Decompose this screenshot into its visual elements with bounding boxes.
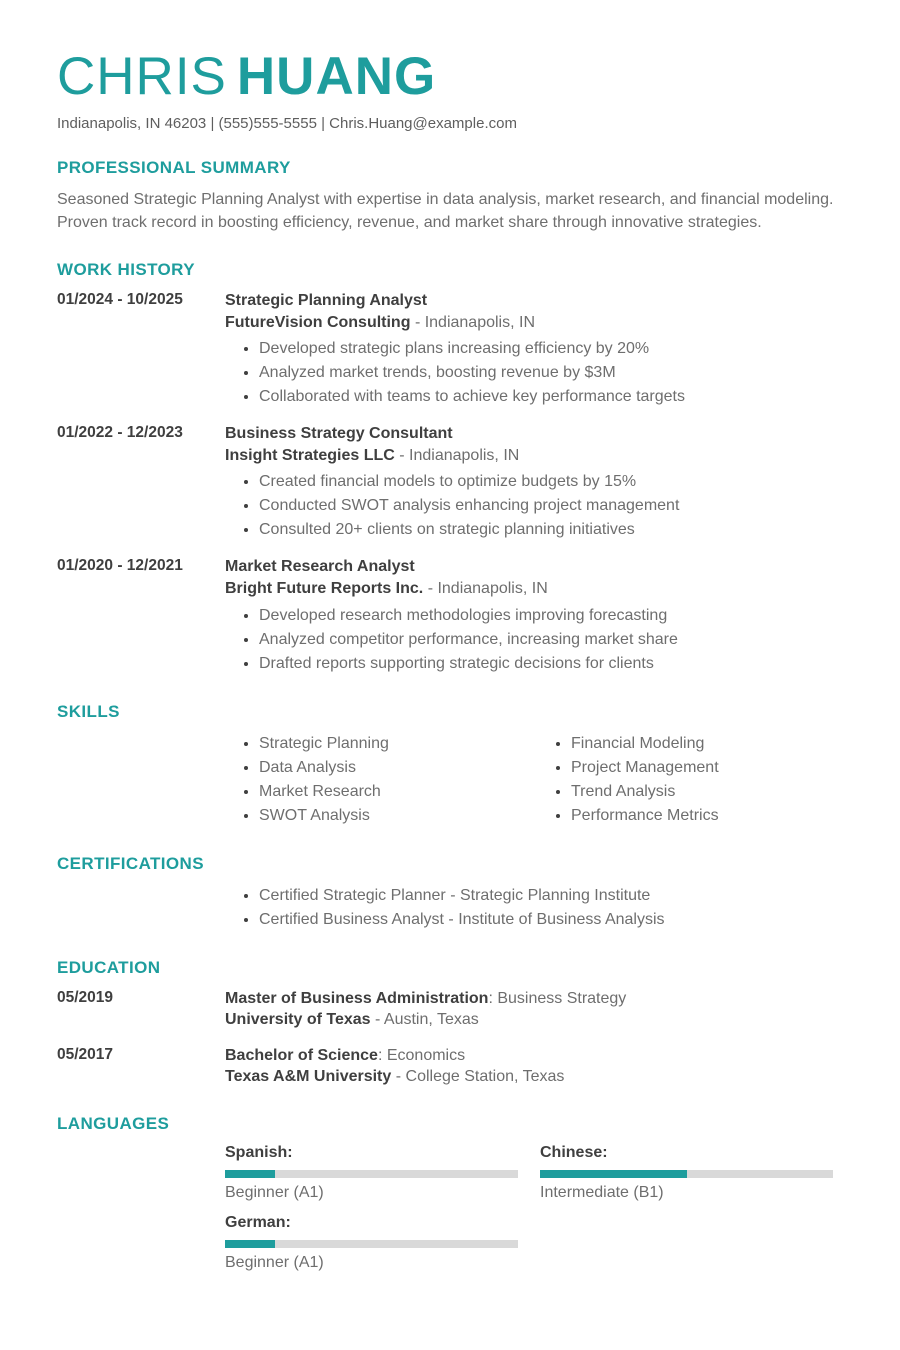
skill-item: • Market Research bbox=[259, 780, 537, 804]
education-field: : Business Strategy bbox=[488, 989, 627, 1007]
education-degree-line bbox=[225, 1045, 843, 1067]
section-title-education: EDUCATION bbox=[57, 957, 161, 977]
section-languages bbox=[57, 1114, 843, 1284]
work-entry bbox=[57, 556, 843, 675]
section-work-history bbox=[57, 260, 843, 676]
section-title-work: WORK HISTORY bbox=[57, 260, 195, 280]
education-date: 05/2017 bbox=[57, 1045, 114, 1063]
bullet-item: • Analyzed competitor performance, increasing market share bbox=[259, 628, 843, 652]
education-degree: Master of Business Administration bbox=[225, 989, 489, 1007]
certifications-list bbox=[225, 884, 843, 932]
skills-column-right bbox=[537, 732, 843, 828]
language-name: German: bbox=[225, 1214, 291, 1231]
skills-column-left bbox=[225, 732, 537, 828]
job-company-line bbox=[225, 445, 843, 467]
summary-text: Seasoned Strategic Planning Analyst with expertise in data analysis, market research, and financial modeling. Proven track record in boosting efficiency, revenue, and market share through innovative strategies. bbox=[57, 191, 834, 232]
job-title: Strategic Planning Analyst bbox=[225, 292, 428, 310]
bullet-item: • Developed strategic plans increasing efficiency by 20% bbox=[259, 337, 843, 361]
language-proficiency-bar bbox=[225, 1170, 518, 1178]
skill-item: • Trend Analysis bbox=[571, 780, 843, 804]
certifications-list-wrap bbox=[225, 884, 843, 932]
section-education bbox=[57, 958, 843, 1088]
education-details bbox=[225, 988, 843, 1031]
contact-line: Indianapolis, IN 46203 | (555)555-5555 | Chris.Huang@example.com bbox=[57, 115, 517, 132]
skill-item: • Performance Metrics bbox=[571, 804, 843, 828]
job-bullet-list bbox=[225, 337, 843, 409]
bullet-item: • Drafted reports supporting strategic decisions for clients bbox=[259, 652, 843, 676]
education-school: Texas A&M University bbox=[225, 1068, 392, 1086]
person-name bbox=[57, 47, 843, 106]
job-title: Business Strategy Consultant bbox=[225, 425, 453, 443]
education-school-line bbox=[225, 1009, 843, 1031]
job-dates: 01/2024 - 10/2025 bbox=[57, 291, 183, 309]
language-proficiency-bar-fill bbox=[225, 1170, 275, 1178]
section-title-skills: SKILLS bbox=[57, 701, 120, 721]
job-company: Insight Strategies LLC bbox=[225, 446, 395, 464]
job-dates: 01/2020 - 12/2021 bbox=[57, 557, 183, 575]
language-item bbox=[225, 1214, 518, 1272]
education-location: - College Station, Texas bbox=[395, 1068, 565, 1086]
language-item bbox=[225, 1144, 518, 1202]
job-location: - Indianapolis, IN bbox=[399, 446, 520, 464]
section-skills bbox=[57, 702, 843, 828]
job-location: - Indianapolis, IN bbox=[427, 580, 548, 598]
education-entry bbox=[57, 1045, 843, 1088]
job-title: Market Research Analyst bbox=[225, 558, 415, 576]
education-details bbox=[225, 1045, 843, 1088]
language-name: Spanish: bbox=[225, 1144, 293, 1161]
job-dates: 01/2022 - 12/2023 bbox=[57, 424, 183, 442]
job-company-line bbox=[225, 578, 843, 600]
skill-item: • SWOT Analysis bbox=[259, 804, 537, 828]
skills-grid bbox=[225, 732, 843, 828]
last-name: HUANG bbox=[236, 47, 437, 106]
language-level: Beginner (A1) bbox=[225, 1184, 324, 1201]
job-location: - Indianapolis, IN bbox=[414, 313, 535, 331]
education-date: 05/2019 bbox=[57, 988, 114, 1006]
work-entry bbox=[57, 290, 843, 409]
skill-item: • Data Analysis bbox=[259, 756, 537, 780]
skill-item: • Financial Modeling bbox=[571, 732, 843, 756]
language-proficiency-bar-fill bbox=[540, 1170, 687, 1178]
bullet-item: • Developed research methodologies improving forecasting bbox=[259, 604, 843, 628]
language-proficiency-bar-fill bbox=[225, 1240, 275, 1248]
languages-grid bbox=[225, 1144, 843, 1284]
education-school: University of Texas bbox=[225, 1011, 371, 1029]
job-company-line bbox=[225, 312, 843, 334]
job-bullet-list bbox=[225, 604, 843, 676]
bullet-item: • Consulted 20+ clients on strategic planning initiatives bbox=[259, 518, 843, 542]
education-degree: Bachelor of Science bbox=[225, 1046, 378, 1064]
job-details bbox=[225, 423, 843, 542]
skill-item: • Strategic Planning bbox=[259, 732, 537, 756]
bullet-item: • Analyzed market trends, boosting revenue by $3M bbox=[259, 361, 843, 385]
language-item bbox=[540, 1144, 833, 1202]
language-level: Beginner (A1) bbox=[225, 1254, 324, 1271]
job-company: FutureVision Consulting bbox=[225, 313, 411, 331]
language-proficiency-bar bbox=[225, 1240, 518, 1248]
language-level: Intermediate (B1) bbox=[540, 1184, 664, 1201]
job-company: Bright Future Reports Inc. bbox=[225, 580, 424, 598]
job-details bbox=[225, 556, 843, 675]
education-field: : Economics bbox=[377, 1046, 466, 1064]
first-name: CHRIS bbox=[57, 47, 227, 106]
work-entry bbox=[57, 423, 843, 542]
education-entry bbox=[57, 988, 843, 1031]
section-professional-summary bbox=[57, 158, 843, 234]
section-title-certifications: CERTIFICATIONS bbox=[57, 853, 204, 873]
bullet-item: • Conducted SWOT analysis enhancing project management bbox=[259, 494, 843, 518]
job-details bbox=[225, 290, 843, 409]
section-title-languages: LANGUAGES bbox=[57, 1114, 170, 1133]
bullet-item: • Created financial models to optimize budgets by 15% bbox=[259, 470, 843, 494]
certification-item: • Certified Business Analyst - Institute of Business Analysis bbox=[259, 908, 843, 932]
bullet-item: • Collaborated with teams to achieve key performance targets bbox=[259, 385, 843, 409]
education-degree-line bbox=[225, 988, 843, 1010]
section-certifications bbox=[57, 854, 843, 932]
skill-item: • Project Management bbox=[571, 756, 843, 780]
education-location: - Austin, Texas bbox=[375, 1011, 479, 1029]
education-school-line bbox=[225, 1066, 843, 1088]
certification-item: • Certified Strategic Planner - Strategic Planning Institute bbox=[259, 884, 843, 908]
language-name: Chinese: bbox=[540, 1144, 608, 1161]
section-title-summary: PROFESSIONAL SUMMARY bbox=[57, 158, 291, 177]
job-bullet-list bbox=[225, 470, 843, 542]
language-proficiency-bar bbox=[540, 1170, 833, 1178]
